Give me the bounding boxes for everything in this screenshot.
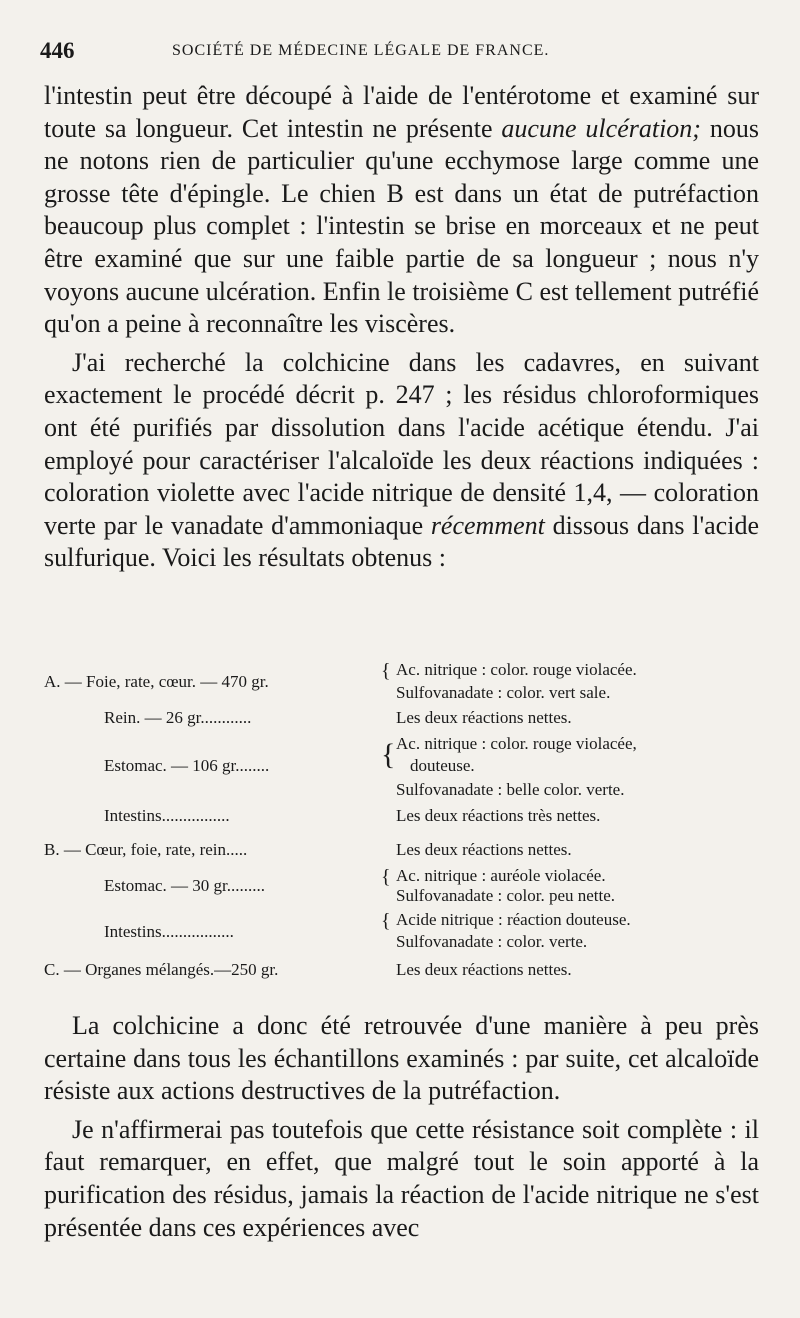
paragraph-2-part-1: J'ai recherché la colchicine dans les cadavres, en suivant exactement le procédé décrit p. 247 ; les résidus chloroformiques ont été purifiés par dissolution dans l'acide acétique étendu. J'ai employé pour caractériser l'alcaloïde les deux réactions indiquées : coloration violette avec l'acide nitrique de densité 1,4, — coloration verte par le vanadate d'ammoniaque	[44, 347, 759, 540]
page-number: 446	[40, 38, 75, 63]
running-title: SOCIÉTÉ DE MÉDECINE LÉGALE DE FRANCE.	[172, 42, 550, 59]
intestins-b-result-2: Sulfovanadate : color. verte.	[396, 932, 588, 951]
sample-b-label: B. — Cœur, foie, rate, rein.....	[44, 840, 248, 859]
sample-a-result-1: Ac. nitrique : color. rouge violacée.	[396, 660, 637, 679]
paragraph-1	[44, 80, 759, 341]
results-row-rein	[44, 706, 774, 732]
paragraph-1-part-3: nous ne notons rien de particulier qu'une ecchymose large comme une grosse tête d'épingle. Le chien B est dans un état de putréfaction beaucoup plus complet : l'intestin se brise en morceaux et ne peut être examiné que sur une faible partie de sa longueur ; nous n'y voyons aucune ulcération. Enfin le troisième C est tellement putréfié qu'on a peine à reconnaître les viscères.	[44, 113, 759, 339]
page-header	[40, 38, 760, 68]
sample-a-result-2: Sulfovanadate : color. vert sale.	[396, 683, 611, 702]
sample-b-result: Les deux réactions nettes.	[396, 840, 572, 859]
paragraph-2-part-3: dissous dans l'acide sulfurique. Voici les résultats obtenus :	[44, 510, 759, 573]
brace-icon: {	[381, 910, 391, 932]
sample-a-label: A. — Foie, rate, cœur. — 470 gr.	[44, 672, 269, 691]
paragraph-3: La colchicine a donc été retrouvée d'une manière à peu près certaine dans tous les échantillons examinés : par suite, cet alcaloïde résiste aux actions destructives de la putréfaction.	[44, 1011, 759, 1106]
estomac-a-result-1-cont: douteuse.	[410, 756, 475, 775]
results-row-estomac-a	[44, 732, 774, 802]
paragraph-4: Je n'affirmerai pas toutefois que cette résistance soit complète : il faut remarquer, en effet, que malgré tout le soin apporté à la purification des résidus, jamais la réaction de l'acide nitrique ne s'est présentée dans ces expériences avec	[44, 1114, 759, 1242]
paragraph-1-italic: aucune ulcération;	[501, 113, 701, 143]
brace-icon: {	[381, 660, 391, 682]
paragraph-2	[44, 347, 759, 575]
brace-icon: {	[381, 866, 391, 888]
results-row-a	[44, 658, 774, 706]
body-text-top	[44, 80, 759, 575]
estomac-b-result-2: Sulfovanadate : color. peu nette.	[396, 886, 616, 905]
intestins-b-label: Intestins.................	[104, 922, 234, 941]
results-row-intestins-a	[44, 802, 774, 838]
intestins-a-label: Intestins................	[104, 806, 230, 825]
estomac-b-label: Estomac. — 30 gr.........	[104, 876, 266, 895]
results-row-c	[44, 956, 774, 986]
results-row-estomac-b	[44, 864, 774, 908]
results-row-b	[44, 838, 774, 864]
estomac-b-result-1: Ac. nitrique : auréole violacée.	[396, 866, 606, 885]
estomac-a-result-2: Sulfovanadate : belle color. verte.	[396, 780, 625, 799]
results-row-intestins-b	[44, 908, 774, 956]
intestins-b-result-1: Acide nitrique : réaction douteuse.	[396, 910, 631, 929]
rein-result: Les deux réactions nettes.	[396, 708, 572, 727]
estomac-a-result-1: Ac. nitrique : color. rouge violacée,	[396, 734, 637, 753]
rein-label: Rein. — 26 gr............	[104, 708, 252, 727]
estomac-a-label: Estomac. — 106 gr........	[104, 756, 270, 775]
results-table	[44, 658, 774, 986]
sample-c-label: C. — Organes mélangés.—250 gr.	[44, 960, 279, 979]
body-text-bottom	[44, 1010, 759, 1244]
brace-icon: {	[381, 738, 396, 771]
paragraph-1-part-1: l'intestin peut être découpé à l'aide de l'entérotome et examiné sur toute sa longueur. Cet intestin ne présente	[44, 81, 759, 143]
sample-c-result: Les deux réactions nettes.	[396, 960, 572, 979]
paragraph-2-italic: récemment	[430, 510, 545, 540]
intestins-a-result: Les deux réactions très nettes.	[396, 806, 601, 825]
